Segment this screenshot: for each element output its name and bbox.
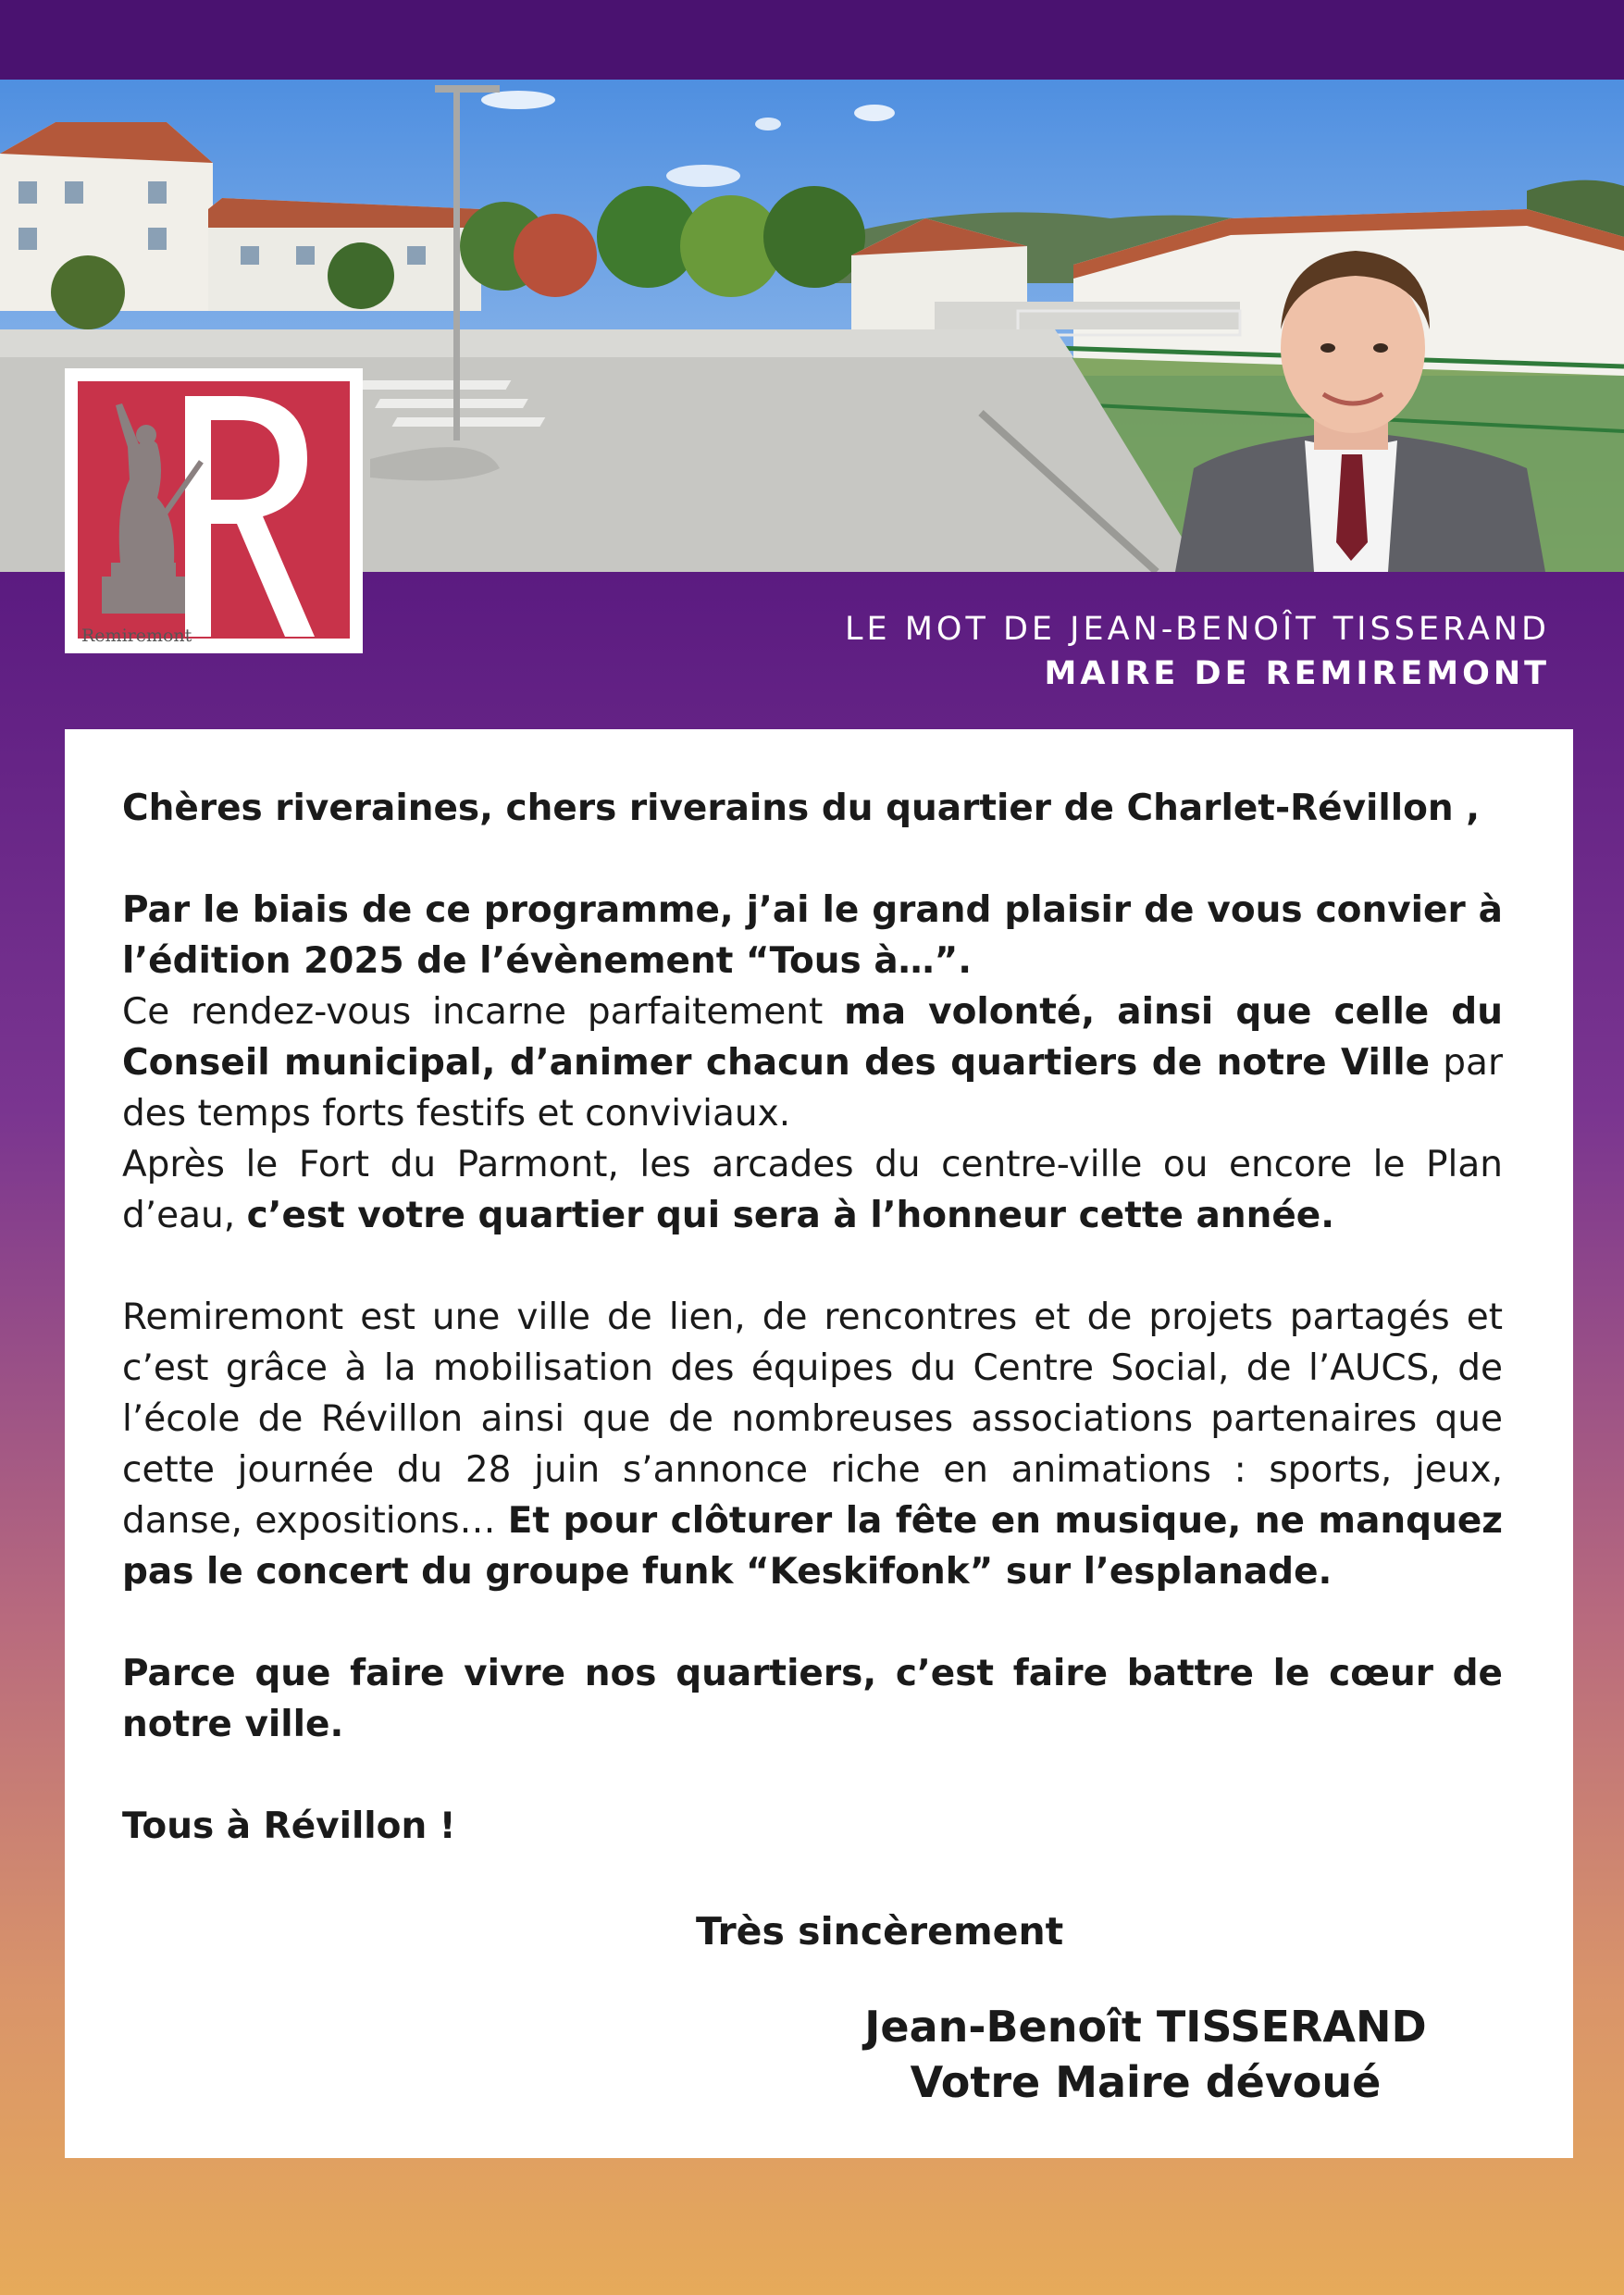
paragraph-slogan: Tous à Révillon ! — [122, 1805, 456, 1847]
top-band — [0, 0, 1624, 80]
greeting: Chères riveraines, chers riverains du quartier de Charlet-Révillon , — [122, 788, 1481, 829]
title-line-1: LE MOT DE JEAN-BENOÎT TISSERAND — [844, 611, 1550, 648]
signature — [775, 1999, 1516, 2110]
signature-role: Votre Maire dévoué — [910, 2057, 1382, 2107]
remiremont-logo — [65, 368, 363, 653]
signature-name: Jean-Benoît TISSERAND — [864, 2002, 1427, 2052]
mayor-title — [845, 607, 1550, 696]
paragraph-heart: Parce que faire vivre nos quartiers, c’est faire battre le cœur de notre ville. — [122, 1653, 1503, 1745]
logo-label: Remiremont — [81, 626, 192, 646]
paragraph-program: Remiremont est une ville de lien, de rencontres et de projets partagés et c’est grâce à la mobilisation des équipes du Centre Social, de l’AUCS, de l’école de Révillon ainsi que de nombreuses associations partenaires que cette journée du 28 juin s’annonce riche en animations : sports, jeux, danse, expositions… Et pour clôturer la fête en musique, ne manquez pas le concert du groupe funk “Keskifonk” sur l’esplanade. — [122, 1296, 1503, 1593]
paragraph-invitation: Par le biais de ce programme, j’ai le grand plaisir de vous convier à l’édition 2025 de l’évènement “Tous à…”. — [122, 889, 1503, 982]
closing: Très sincèrement — [696, 1909, 1064, 1954]
letter-body — [122, 783, 1503, 1852]
paragraph-places: Après le Fort du Parmont, les arcades du centre-ville ou encore le Plan d’eau, c’est votre quartier qui sera à l’honneur cette année. — [122, 1144, 1503, 1236]
paragraph-will: Ce rendez-vous incarne parfaitement ma volonté, ainsi que celle du Conseil municipal, d’animer chacun des quartiers de notre Ville par des temps forts festifs et conviviaux. — [122, 991, 1503, 1135]
letter-card — [65, 729, 1573, 2158]
title-line-2: MAIRE DE REMIREMONT — [1044, 655, 1550, 692]
